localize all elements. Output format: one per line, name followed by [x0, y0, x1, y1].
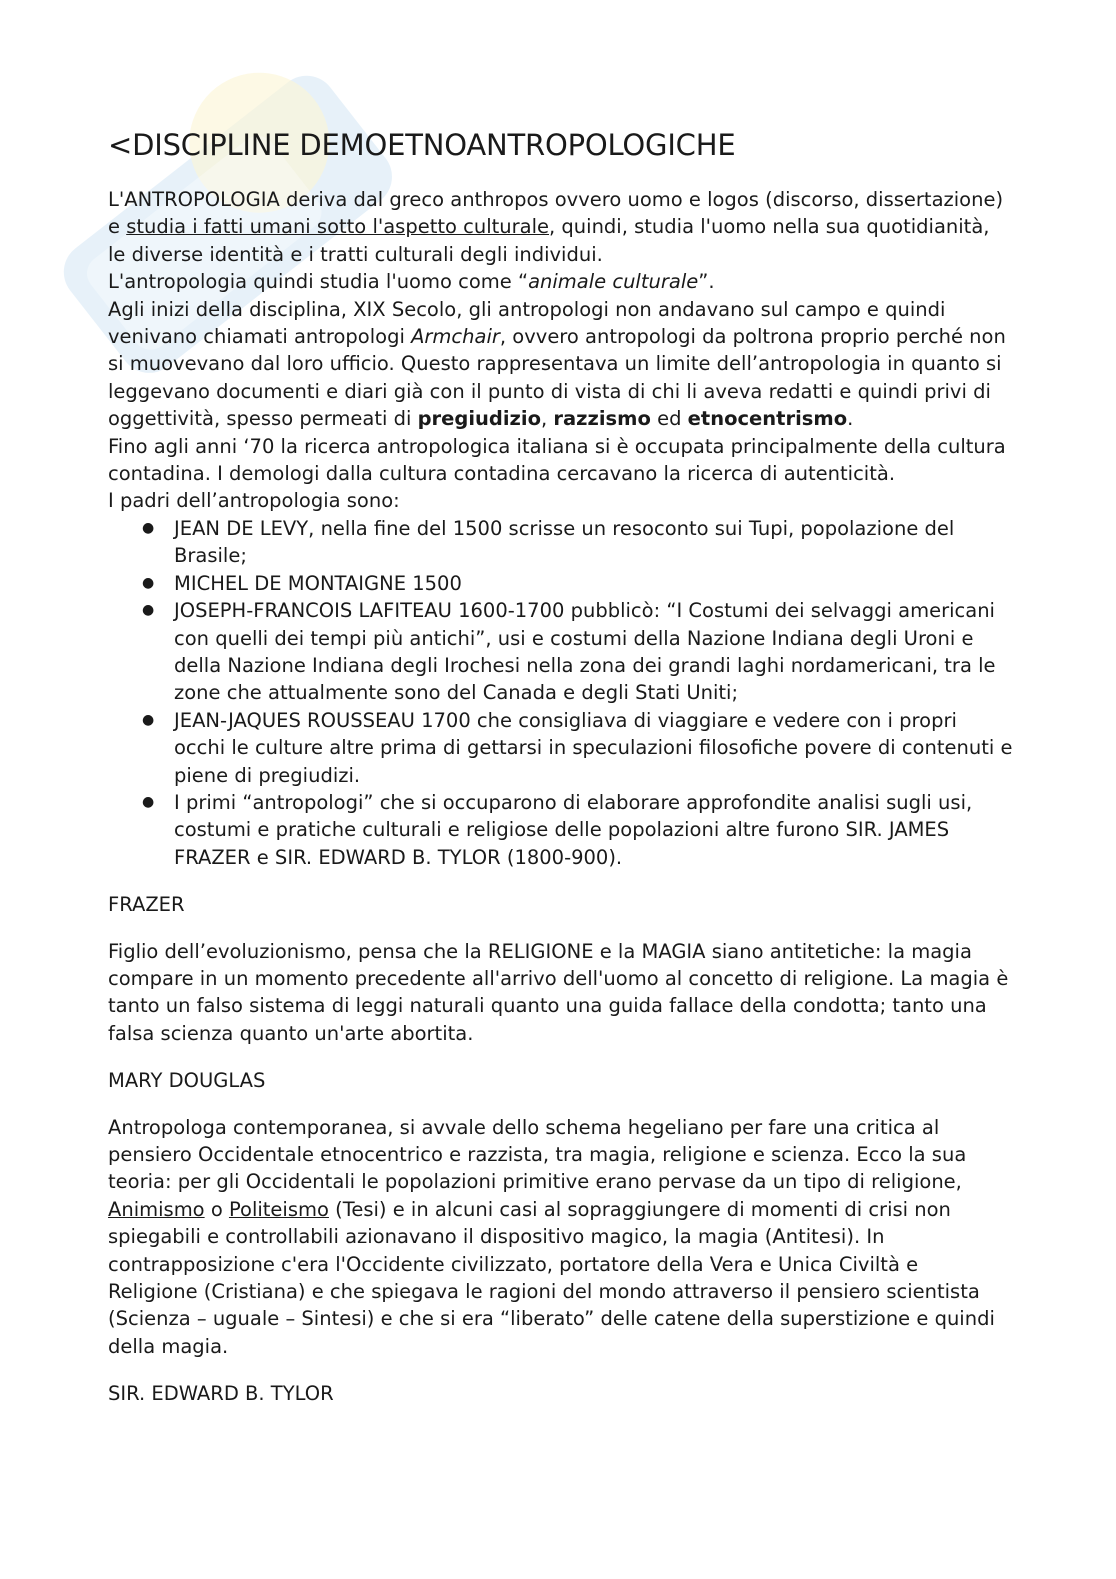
intro-paragraph-2: L'antropologia quindi studia l'uomo come “animale culturale”.: [108, 270, 715, 294]
list-item: ● JEAN-JAQUES ROUSSEAU 1700 che consigliava di viaggiare e vedere con i propri occhi le culture altre prima di gettarsi in speculazioni filosofiche povere di contenuti e piene di pregiudizi.: [142, 708, 1013, 787]
frazer-heading: FRAZER: [108, 893, 185, 917]
frazer-paragraph: Figlio dell’evoluzionismo, pensa che la RELIGIONE e la MAGIA siano antitetiche: la magia compare in un momento precedente all'arrivo dell'uomo al concetto di religione. La magia è tanto un falso sistema di leggi naturali quanto una guida fallace della condotta; tanto una falsa scienza quanto un'arte abortita.: [108, 939, 1009, 1045]
fathers-list: [108, 515, 1013, 871]
underlined-phrase: studia i fatti umani sotto l'aspetto culturale: [126, 215, 550, 239]
intro-paragraph-4: Fino agli anni ‘70 la ricerca antropologica italiana si è occupata principalmente della cultura contadina. I demologi dalla cultura contadina cercavano la ricerca di autenticità.: [108, 434, 1006, 486]
bold-etnocentrismo: etnocentrismo: [687, 407, 848, 431]
bullet-icon: ●: [142, 602, 155, 619]
bullet-icon: ●: [142, 793, 155, 810]
intro-paragraph-5: I padri dell’antropologia sono:: [108, 489, 400, 513]
document-page: [108, 128, 1013, 1408]
list-item: ● JEAN DE LEVY, nella fine del 1500 scrisse un resoconto sui Tupi, popolazione del Brasile;: [142, 516, 955, 568]
bullet-icon: ●: [142, 574, 155, 591]
list-item: ● JOSEPH-FRANCOIS LAFITEAU 1600-1700 pubblicò: “I Costumi dei selvaggi americani con quelli dei tempi più antichi”, usi e costumi della Nazione Indiana degli Uroni e della Nazione Indiana degli Irochesi nella zona dei grandi laghi nordamericani, tra le zone che attualmente sono del Canada e degli Stati Uniti;: [142, 599, 996, 705]
underlined-politeismo: Politeismo: [228, 1197, 329, 1221]
underlined-animismo: Animismo: [108, 1197, 205, 1221]
list-item: ● MICHEL DE MONTAIGNE 1500: [174, 570, 1013, 597]
bullet-icon: ●: [142, 711, 155, 728]
tylor-heading: SIR. EDWARD B. TYLOR: [108, 1382, 334, 1406]
douglas-heading: MARY DOUGLAS: [108, 1069, 266, 1093]
page-title: <DISCIPLINE DEMOETNOANTROPOLOGICHE: [108, 128, 736, 162]
bold-pregiudizio: pregiudizio: [417, 407, 541, 431]
italic-phrase: animale culturale: [528, 270, 699, 294]
intro-paragraph-3: Agli inizi della disciplina, XIX Secolo, gli antropologi non andavano sul campo e quindi venivano chiamati antropologi Armchair, ovvero antropologi da poltrona proprio perché non si muovevano dal loro ufficio. Questo rappresentava un limite dell’antropologia in quanto si leggevano documenti e diari già con il punto di vista di chi li aveva redatti e quindi privi di oggettività, spesso permeati di pregiudizio, razzismo ed etnocentrismo.: [108, 297, 1006, 431]
douglas-paragraph: Antropologa contemporanea, si avvale dello schema hegeliano per fare una critica al pensiero Occidentale etnocentrico e razzista, tra magia, religione e scienza. Ecco la sua teoria: per gli Occidentali le popolazioni primitive erano pervase da un tipo di religione, Animismo o Politeismo (Tesi) e in alcuni casi al sopraggiungere di momenti di crisi non spiegabili e controllabili azionavano il dispositivo magico, la magia (Antitesi). In contrapposizione c'era l'Occidente civilizzato, portatore della Vera e Unica Civiltà e Religione (Cristiana) e che spiegava le ragioni del mondo attraverso il pensiero scientista (Scienza – uguale – Sintesi) e che si era “liberato” delle catene della superstizione e quindi della magia.: [108, 1115, 995, 1358]
bold-razzismo: razzismo: [553, 407, 651, 431]
bullet-icon: ●: [142, 519, 155, 536]
italic-armchair: Armchair: [411, 325, 500, 349]
list-item: ● I primi “antropologi” che si occuparono di elaborare approfondite analisi sugli usi, costumi e pratiche culturali e religiose delle popolazioni altre furono SIR. JAMES FRAZER e SIR. EDWARD B. TYLOR (1800-900).: [142, 790, 973, 869]
intro-paragraph-1: L'ANTROPOLOGIA deriva dal greco anthropos ovvero uomo e logos (discorso, dissertazione) e studia i fatti umani sotto l'aspetto culturale, quindi, studia l'uomo nella sua quotidianità, le diverse identità e i tratti culturali degli individui.: [108, 188, 1004, 266]
